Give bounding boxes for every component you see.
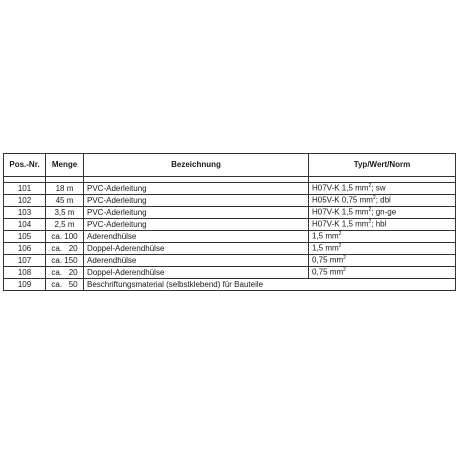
cell-spec <box>309 255 456 267</box>
cell-qty: ca. 100 <box>46 231 84 243</box>
cell-qty: ca. 50 <box>46 279 84 291</box>
spec-main: 0,75 mm <box>312 255 344 265</box>
cell-desc: PVC-Aderleitung <box>84 195 309 207</box>
cell-spec <box>309 195 456 207</box>
cell-desc: Doppel-Aderendhülse <box>84 267 309 279</box>
cell-pos: 101 <box>4 183 46 195</box>
cell-desc: PVC-Aderleitung <box>84 219 309 231</box>
cell-spec <box>309 267 456 279</box>
cell-qty: 45 m <box>46 195 84 207</box>
cell-spec <box>309 183 456 195</box>
header-spec: Typ/Wert/Norm <box>309 154 456 177</box>
cell-qty: 2,5 m <box>46 219 84 231</box>
table-body <box>4 177 456 291</box>
spec-superscript: 2 <box>338 231 342 238</box>
cell-pos: 105 <box>4 231 46 243</box>
cell-desc: Aderendhülse <box>84 231 309 243</box>
cell-spec <box>309 243 456 255</box>
cell-qty: ca. 20 <box>46 243 84 255</box>
table-row <box>4 243 456 255</box>
spec-main: H07V-K 1,5 mm <box>312 183 369 193</box>
cell-pos: 102 <box>4 195 46 207</box>
spec-superscript: 2 <box>368 219 372 226</box>
spec-main: 1,5 mm <box>312 243 339 253</box>
cell-pos: 109 <box>4 279 46 291</box>
cell-desc: Doppel-Aderendhülse <box>84 243 309 255</box>
table-row <box>4 255 456 267</box>
cell-pos: 108 <box>4 267 46 279</box>
spec-suffix: ; gn-ge <box>371 207 397 217</box>
spec-superscript: 2 <box>368 207 372 214</box>
table-row <box>4 267 456 279</box>
spec-superscript: 2 <box>338 243 342 250</box>
header-desc: Bezeichnung <box>84 154 309 177</box>
cell-desc: Beschriftungsmaterial (selbstklebend) für Bauteile <box>84 279 456 291</box>
cell-qty: 18 m <box>46 183 84 195</box>
table-row <box>4 207 456 219</box>
cell-pos: 107 <box>4 255 46 267</box>
spec-main: H05V-K 0,75 mm <box>312 195 373 205</box>
table-row <box>4 183 456 195</box>
parts-list-table <box>3 153 456 291</box>
spec-superscript: 2 <box>368 183 372 190</box>
cell-pos: 103 <box>4 207 46 219</box>
cell-spec <box>309 219 456 231</box>
cell-qty: ca. 20 <box>46 267 84 279</box>
spec-main: H07V-K 1,5 mm <box>312 207 369 217</box>
cell-desc: PVC-Aderleitung <box>84 183 309 195</box>
spec-superscript: 2 <box>372 195 376 202</box>
spec-superscript: 2 <box>343 255 346 262</box>
table-row <box>4 231 456 243</box>
spec-suffix: ; dbl <box>375 195 391 205</box>
cell-qty: ca. 150 <box>46 255 84 267</box>
header-qty: Menge <box>46 154 84 177</box>
header-row <box>4 154 456 177</box>
spec-main: H07V-K 1,5 mm <box>312 219 369 229</box>
spec-suffix: ; sw <box>371 183 386 193</box>
table-row <box>4 279 456 291</box>
header-pos: Pos.-Nr. <box>4 154 46 177</box>
cell-pos: 106 <box>4 243 46 255</box>
spec-main: 1,5 mm <box>312 231 339 241</box>
table-header <box>4 154 456 177</box>
table-row <box>4 219 456 231</box>
spec-superscript: 2 <box>343 267 346 274</box>
cell-pos: 104 <box>4 219 46 231</box>
cell-desc: PVC-Aderleitung <box>84 207 309 219</box>
cell-qty: 3,5 m <box>46 207 84 219</box>
spec-main: 0,75 mm <box>312 267 344 277</box>
spec-suffix: ; hbl <box>371 219 387 229</box>
cell-desc: Aderendhülse <box>84 255 309 267</box>
table-row <box>4 195 456 207</box>
cell-spec <box>309 207 456 219</box>
cell-spec <box>309 231 456 243</box>
